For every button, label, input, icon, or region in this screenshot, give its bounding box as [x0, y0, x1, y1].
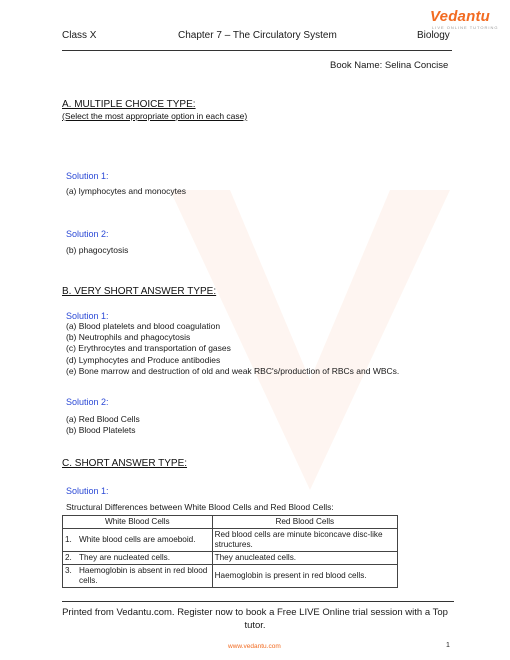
cell-differences-table	[62, 515, 398, 588]
footer-divider	[62, 601, 454, 602]
footer-promo: Printed from Vedantu.com. Register now to book a Free LIVE Online trial session with a Top tutor.	[62, 607, 448, 631]
subject-label: Biology	[417, 30, 450, 41]
solution-answer: (b) phagocytosis	[66, 245, 129, 255]
answer-line: (a) Blood platelets and blood coagulation	[66, 321, 221, 331]
answer-line: (b) Neutrophils and phagocytosis	[66, 332, 191, 343]
answer-list	[66, 414, 140, 436]
table-cell-rbc: Haemoglobin is present in red blood cells.	[212, 565, 397, 588]
column-header-wbc: White Blood Cells	[63, 516, 213, 529]
row-number: 3.	[65, 566, 72, 575]
table-header-row	[63, 516, 398, 529]
table-cell-wbc	[63, 529, 213, 552]
solution-label: Solution 1:	[66, 486, 109, 496]
solution-label: Solution 1:	[66, 171, 109, 181]
page-number: 1	[446, 642, 450, 649]
table-row	[63, 552, 398, 565]
section-a-subtitle: (Select the most appropriate option in each case)	[62, 111, 248, 121]
solution-answer: (a) lymphocytes and monocytes	[66, 186, 186, 196]
solution-label: Solution 1:	[66, 311, 109, 321]
class-label: Class X	[62, 30, 97, 41]
solution-label: Solution 2:	[66, 397, 109, 407]
book-name: Book Name: Selina Concise	[330, 60, 449, 71]
table-row	[63, 529, 398, 552]
answer-line: (e) Bone marrow and destruction of old and weak RBC's/production of RBCs and WBCs.	[66, 365, 400, 376]
wbc-text: White blood cells are amoeboid.	[79, 535, 196, 544]
row-number: 2.	[65, 553, 72, 562]
answer-line: (c) Erythrocytes and transportation of gases	[66, 343, 231, 354]
table-row	[63, 565, 398, 588]
chapter-title: Chapter 7 – The Circulatory System	[178, 30, 337, 41]
wbc-text: They are nucleated cells.	[79, 553, 171, 562]
footer-website-link[interactable]: www.vedantu.com	[228, 643, 281, 650]
solution-label: Solution 2:	[66, 229, 109, 239]
answer-list	[66, 321, 399, 377]
header-divider	[62, 50, 452, 51]
row-number: 1.	[65, 535, 72, 544]
section-b-title: B. VERY SHORT ANSWER TYPE:	[62, 286, 217, 297]
table-cell-rbc: They anucleated cells.	[212, 552, 397, 565]
section-c-title: C. SHORT ANSWER TYPE:	[62, 458, 188, 469]
section-a-title: A. MULTIPLE CHOICE TYPE:	[62, 99, 196, 110]
answer-line: (b) Blood Platelets	[66, 425, 136, 436]
answer-line: (a) Red Blood Cells	[66, 414, 140, 424]
table-cell-wbc	[63, 565, 213, 588]
answer-line: (d) Lymphocytes and Produce antibodies	[66, 354, 221, 365]
table-intro: Structural Differences between White Blood Cells and Red Blood Cells:	[66, 502, 334, 512]
logo-tagline: LIVE ONLINE TUTORING	[432, 25, 499, 30]
table-cell-rbc: Red blood cells are minute biconcave disc-like structures.	[212, 529, 397, 552]
column-header-rbc: Red Blood Cells	[212, 516, 397, 529]
wbc-text: Haemoglobin is absent in red blood cells.	[79, 566, 208, 585]
vedantu-logo: Vedantu	[430, 8, 491, 25]
table-cell-wbc	[63, 552, 213, 565]
